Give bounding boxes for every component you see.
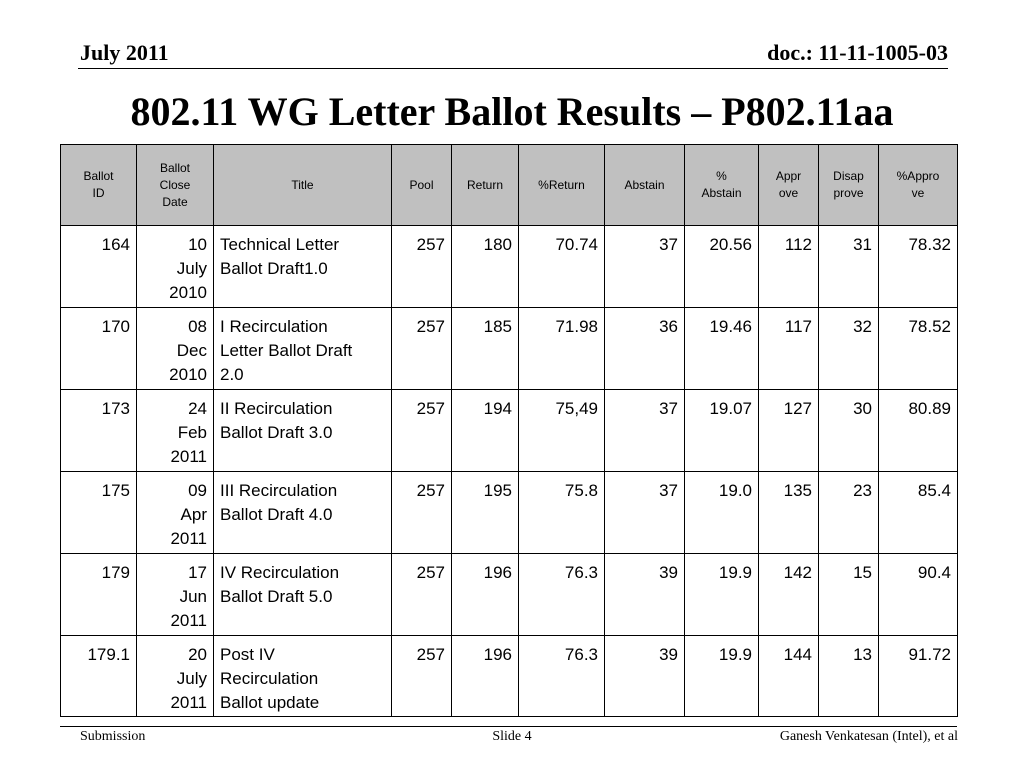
cell-abstain: 37 — [605, 226, 685, 308]
footer-divider — [60, 726, 957, 727]
cell-title — [214, 554, 392, 636]
cell-abstain: 37 — [605, 472, 685, 554]
cell-ret: 185 — [452, 308, 519, 390]
cell-line: 20 — [188, 645, 207, 664]
cell-approve: 127 — [759, 390, 819, 472]
column-header-text: Return — [466, 177, 504, 192]
column-header-text: Ballot — [83, 169, 114, 183]
cell-line: 2010 — [169, 283, 207, 302]
cell-pret: 75,49 — [519, 390, 605, 472]
cell-date — [137, 390, 214, 472]
column-header — [214, 145, 392, 226]
header-date: July 2011 — [80, 40, 169, 65]
cell-line: Jun — [179, 587, 207, 606]
cell-line: III Recirculation — [220, 481, 338, 500]
cell-pret: 76.3 — [519, 554, 605, 636]
cell-papprove: 91.72 — [879, 636, 958, 717]
column-header-text: Ballot — [159, 160, 191, 175]
cell-pool: 257 — [392, 636, 452, 717]
column-header-text: Abstain — [701, 186, 742, 200]
column-header-text: prove — [833, 186, 864, 200]
cell-approve: 135 — [759, 472, 819, 554]
cell-ret: 195 — [452, 472, 519, 554]
cell-date — [137, 636, 214, 717]
cell-pool: 257 — [392, 554, 452, 636]
column-header — [61, 145, 137, 226]
column-header-text: Abstain — [624, 177, 665, 192]
cell-line: Apr — [180, 505, 207, 524]
cell-title — [214, 636, 392, 717]
cell-ret: 196 — [452, 554, 519, 636]
column-header — [519, 145, 605, 226]
table-row — [61, 226, 958, 308]
cell-line: 2011 — [170, 611, 207, 630]
footer-slide-number: Slide 4 — [492, 729, 532, 744]
cell-pool: 257 — [392, 390, 452, 472]
cell-pabstain: 19.07 — [685, 390, 759, 472]
cell-papprove: 78.52 — [879, 308, 958, 390]
cell-disapprove: 31 — [819, 226, 879, 308]
cell-id: 164 — [61, 226, 137, 308]
cell-approve: 142 — [759, 554, 819, 636]
column-header — [605, 145, 685, 226]
footer-submission: Submission — [80, 729, 146, 744]
cell-papprove: 78.32 — [879, 226, 958, 308]
cell-line: Ballot update — [220, 693, 320, 712]
cell-pabstain: 19.9 — [685, 554, 759, 636]
cell-papprove: 85.4 — [879, 472, 958, 554]
cell-ret: 180 — [452, 226, 519, 308]
cell-id: 179 — [61, 554, 137, 636]
cell-date — [137, 472, 214, 554]
cell-approve: 144 — [759, 636, 819, 717]
cell-line: Ballot Draft 5.0 — [220, 587, 333, 606]
cell-papprove: 80.89 — [879, 390, 958, 472]
cell-line: 24 — [188, 399, 207, 418]
cell-pret: 76.3 — [519, 636, 605, 717]
cell-pret: 70.74 — [519, 226, 605, 308]
column-header-text: Date — [162, 194, 188, 209]
column-header-text: ID — [92, 186, 105, 200]
cell-approve: 117 — [759, 308, 819, 390]
column-header-text: %Appro — [896, 169, 940, 183]
cell-line: 08 — [188, 317, 207, 336]
cell-line: 17 — [188, 563, 207, 582]
cell-disapprove: 30 — [819, 390, 879, 472]
cell-line: 09 — [188, 481, 207, 500]
cell-title — [214, 226, 392, 308]
cell-line: Technical Letter — [220, 235, 340, 254]
cell-date — [137, 226, 214, 308]
column-header-text: %Return — [538, 177, 585, 192]
column-header — [392, 145, 452, 226]
cell-pool: 257 — [392, 226, 452, 308]
table-row — [61, 554, 958, 636]
cell-disapprove: 15 — [819, 554, 879, 636]
column-header-text: % — [716, 169, 727, 183]
cell-disapprove: 23 — [819, 472, 879, 554]
cell-date — [137, 554, 214, 636]
cell-line: 2011 — [170, 693, 207, 712]
cell-approve: 112 — [759, 226, 819, 308]
cell-line: Feb — [177, 423, 207, 442]
cell-line: July — [176, 259, 207, 278]
cell-id: 170 — [61, 308, 137, 390]
cell-line: Recirculation — [220, 669, 319, 688]
cell-date — [137, 308, 214, 390]
cell-abstain: 39 — [605, 636, 685, 717]
cell-line: Ballot Draft1.0 — [220, 259, 328, 278]
cell-disapprove: 32 — [819, 308, 879, 390]
table-row — [61, 636, 958, 717]
table-row — [61, 390, 958, 472]
cell-line: II Recirculation — [220, 399, 333, 418]
cell-id: 173 — [61, 390, 137, 472]
cell-papprove: 90.4 — [879, 554, 958, 636]
table-header-row — [61, 145, 958, 226]
cell-line: 10 — [188, 235, 207, 254]
table-row — [61, 472, 958, 554]
cell-pret: 71.98 — [519, 308, 605, 390]
column-header-text: Close — [159, 177, 191, 192]
table-body — [61, 226, 958, 717]
ballot-results-table — [60, 144, 958, 717]
cell-pabstain: 19.0 — [685, 472, 759, 554]
cell-line: IV Recirculation — [220, 563, 340, 582]
footer-author: Ganesh Venkatesan (Intel), et al — [779, 729, 958, 744]
table-row — [61, 308, 958, 390]
cell-pabstain: 19.46 — [685, 308, 759, 390]
column-header-text: ove — [778, 186, 799, 200]
cell-line: I Recirculation — [220, 317, 328, 336]
column-header-text: ve — [911, 186, 925, 200]
cell-pabstain: 19.9 — [685, 636, 759, 717]
cell-id: 179.1 — [61, 636, 137, 717]
column-header — [879, 145, 958, 226]
column-header-text: Disap — [833, 169, 864, 183]
cell-line: 2010 — [169, 365, 207, 384]
cell-ret: 194 — [452, 390, 519, 472]
cell-line: 2011 — [170, 447, 207, 466]
slide-title: 802.11 WG Letter Ballot Results – P802.11aa — [130, 89, 894, 134]
cell-line: Ballot Draft 4.0 — [220, 505, 333, 524]
column-header — [685, 145, 759, 226]
cell-line: Dec — [176, 341, 207, 360]
cell-disapprove: 13 — [819, 636, 879, 717]
cell-abstain: 37 — [605, 390, 685, 472]
cell-line: 2.0 — [220, 365, 244, 384]
column-header — [819, 145, 879, 226]
cell-pool: 257 — [392, 472, 452, 554]
cell-ret: 196 — [452, 636, 519, 717]
cell-abstain: 39 — [605, 554, 685, 636]
cell-abstain: 36 — [605, 308, 685, 390]
cell-line: Ballot Draft 3.0 — [220, 423, 333, 442]
cell-line: Post IV — [220, 645, 275, 664]
column-header-text: Pool — [409, 177, 434, 192]
column-header — [759, 145, 819, 226]
cell-pool: 257 — [392, 308, 452, 390]
cell-title — [214, 472, 392, 554]
cell-line: July — [176, 669, 207, 688]
column-header — [452, 145, 519, 226]
column-header-text: Title — [291, 177, 314, 192]
cell-title — [214, 308, 392, 390]
column-header-text: Appr — [775, 169, 802, 183]
header-doc-number: doc.: 11-11-1005-03 — [767, 40, 948, 65]
cell-pret: 75.8 — [519, 472, 605, 554]
cell-line: 2011 — [170, 529, 207, 548]
cell-id: 175 — [61, 472, 137, 554]
cell-line: Letter Ballot Draft — [220, 341, 353, 360]
cell-pabstain: 20.56 — [685, 226, 759, 308]
column-header — [137, 145, 214, 226]
cell-title — [214, 390, 392, 472]
header-divider — [78, 68, 948, 69]
